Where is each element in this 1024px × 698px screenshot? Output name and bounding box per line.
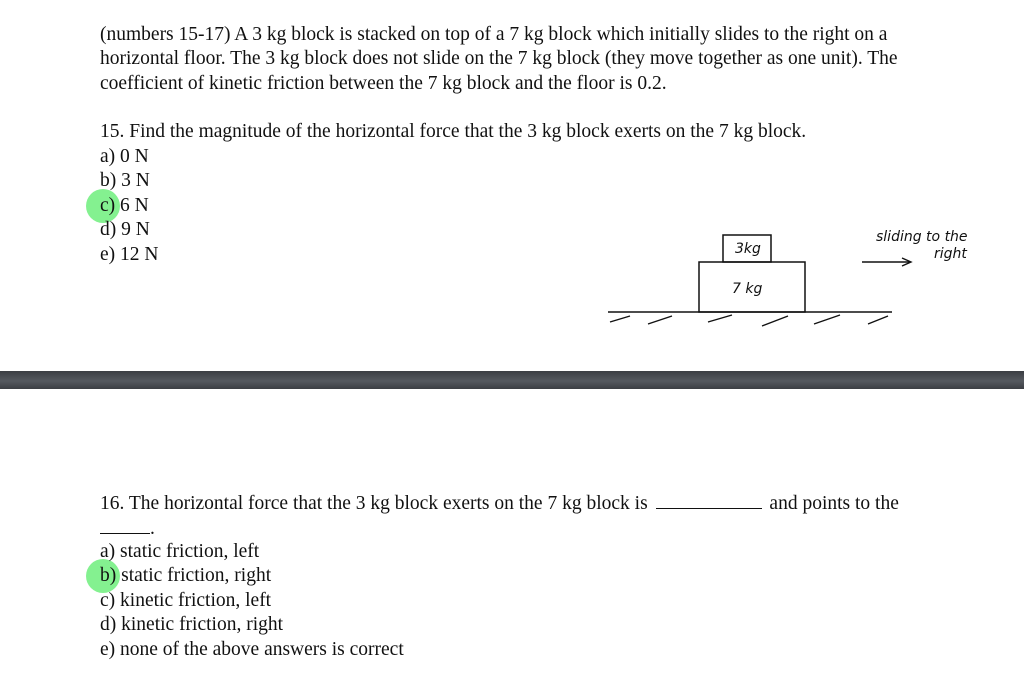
question-16-part-1: 16. The horizontal force that the 3 kg block exerts on the 7 kg block is bbox=[100, 493, 648, 514]
answer-blank-1 bbox=[656, 490, 762, 509]
question-15-text: 15. Find the magnitude of the horizontal force that the 3 kg block exerts on the 7 kg block. bbox=[100, 121, 807, 142]
q15-choice-d[interactable] bbox=[100, 218, 150, 242]
choice-text: none of the above answers is correct bbox=[120, 639, 404, 660]
q16-choice-a[interactable] bbox=[100, 540, 259, 564]
q15-choice-a[interactable] bbox=[100, 145, 149, 169]
sliding-note-line-1: sliding to the bbox=[876, 229, 968, 245]
q15-choice-b[interactable] bbox=[100, 169, 150, 193]
choice-text: 6 N bbox=[120, 195, 149, 216]
problem-intro-line-1: (numbers 15-17) A 3 kg block is stacked on top of a 7 kg block which initially slides to the right on a bbox=[100, 24, 888, 45]
choice-text: kinetic friction, left bbox=[120, 590, 272, 611]
choice-letter: d) bbox=[100, 614, 117, 635]
question-16-text bbox=[100, 490, 899, 516]
block-3kg-label: 3kg bbox=[735, 241, 761, 257]
choice-letter: b) bbox=[100, 565, 117, 586]
choice-text: static friction, left bbox=[120, 541, 260, 562]
q16-choice-b[interactable] bbox=[100, 564, 271, 588]
choice-letter: e) bbox=[100, 244, 116, 265]
choice-letter: d) bbox=[100, 219, 117, 240]
choice-text: 0 N bbox=[120, 146, 149, 167]
q16-choice-e[interactable] bbox=[100, 638, 404, 662]
block-7kg-label: 7 kg bbox=[732, 281, 763, 297]
q16-choice-d[interactable] bbox=[100, 613, 283, 637]
answer-blank-2 bbox=[100, 515, 150, 534]
choice-letter: a) bbox=[100, 541, 116, 562]
q15-choice-c[interactable] bbox=[100, 194, 149, 218]
question-16-continuation bbox=[100, 515, 155, 541]
choice-text: 3 N bbox=[121, 170, 150, 191]
choice-text: 12 N bbox=[120, 244, 159, 265]
sliding-note-line-2: right bbox=[934, 246, 967, 262]
choice-text: 9 N bbox=[121, 219, 150, 240]
problem-intro-line-3: coefficient of kinetic friction between the 7 kg block and the floor is 0.2. bbox=[100, 73, 667, 94]
choice-letter: b) bbox=[100, 170, 117, 191]
arrow-right-icon bbox=[862, 258, 911, 266]
floor-hatching bbox=[610, 315, 888, 326]
choice-text: static friction, right bbox=[121, 565, 272, 586]
question-16-end: . bbox=[150, 518, 155, 539]
q16-choice-c[interactable] bbox=[100, 589, 271, 613]
choice-letter: a) bbox=[100, 146, 116, 167]
choice-letter: e) bbox=[100, 639, 116, 660]
q15-choice-e[interactable] bbox=[100, 243, 159, 267]
choice-letter: c) bbox=[100, 195, 116, 216]
page-divider bbox=[0, 371, 1024, 389]
problem-intro-line-2: horizontal floor. The 3 kg block does not slide on the 7 kg block (they move together as one unit). The bbox=[100, 48, 898, 69]
choice-text: kinetic friction, right bbox=[121, 614, 284, 635]
question-16-part-2: and points to the bbox=[769, 493, 899, 514]
block-diagram bbox=[600, 218, 1000, 338]
choice-letter: c) bbox=[100, 590, 116, 611]
